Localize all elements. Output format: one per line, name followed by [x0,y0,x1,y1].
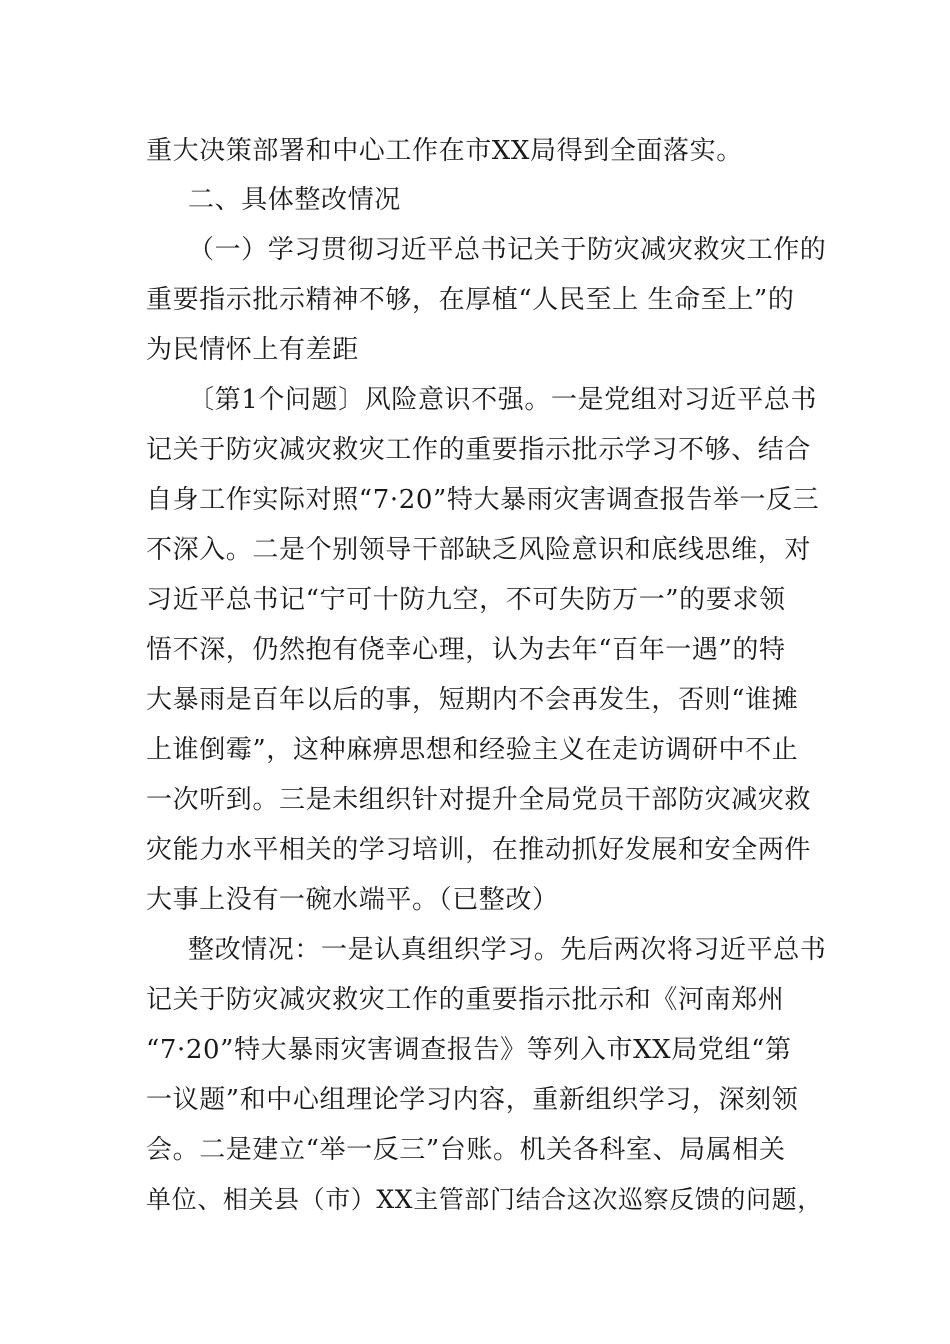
text-line: 上谁倒霉”，这种麻痹思想和经验主义在走访调研中不止 [146,735,799,765]
text-line: 自身工作实际对照“7·20”特大暴雨灾害调查报告举一反三 [146,485,820,515]
subsection-heading: （一）学习贯彻习近平总书记关于防灾减灾救灾工作的 [188,235,827,265]
text-line: 大事上没有一碗水端平。（已整改） [146,885,559,915]
text-line: 一议题”和中心组理论学习内容，重新组织学习，深刻领 [146,1085,799,1115]
text-line: 记关于防灾减灾救灾工作的重要指示批示和《河南郑州 [146,985,785,1015]
text-line: 〔第1个问题〕风险意识不强。一是党组对习近平总书 [188,385,817,415]
subsection-heading: 为民情怀上有差距 [146,335,359,365]
text-line: “7·20”特大暴雨灾害调查报告》等列入市XX局党组“第 [146,1035,792,1065]
text-line: 灾能力水平相关的学习培训，在推动抓好发展和安全两件 [146,835,812,865]
text-line: 单位、相关县（市）XX主管部门结合这次巡察反馈的问题， [146,1185,823,1214]
text-line: 不深入。二是个别领导干部缺乏风险意识和底线思维，对 [146,535,812,565]
text-line: 重大决策部署和中心工作在市XX局得到全面落实。 [146,136,743,166]
subsection-heading: 重要指示批示精神不够，在厚植“人民至上 生命至上”的 [146,285,795,315]
text-line: 悟不深，仍然抱有侥幸心理，认为去年“百年一遇”的特 [146,635,786,665]
text-line: 记关于防灾减灾救灾工作的重要指示批示学习不够、结合 [146,435,812,465]
text-line: 整改情况：一是认真组织学习。先后两次将习近平总书 [188,935,827,965]
text-line: 大暴雨是百年以后的事，短期内不会再发生，否则“谁摊 [146,685,799,715]
text-line: 会。二是建立“举一反三”台账。机关各科室、局属相关 [146,1135,786,1165]
text-line: 习近平总书记“宁可十防九空，不可失防万一”的要求领 [146,585,786,615]
section-heading: 二、具体整改情况 [188,185,401,215]
text-line: 一次听到。三是未组织针对提升全局党员干部防灾减灾救 [146,785,812,815]
